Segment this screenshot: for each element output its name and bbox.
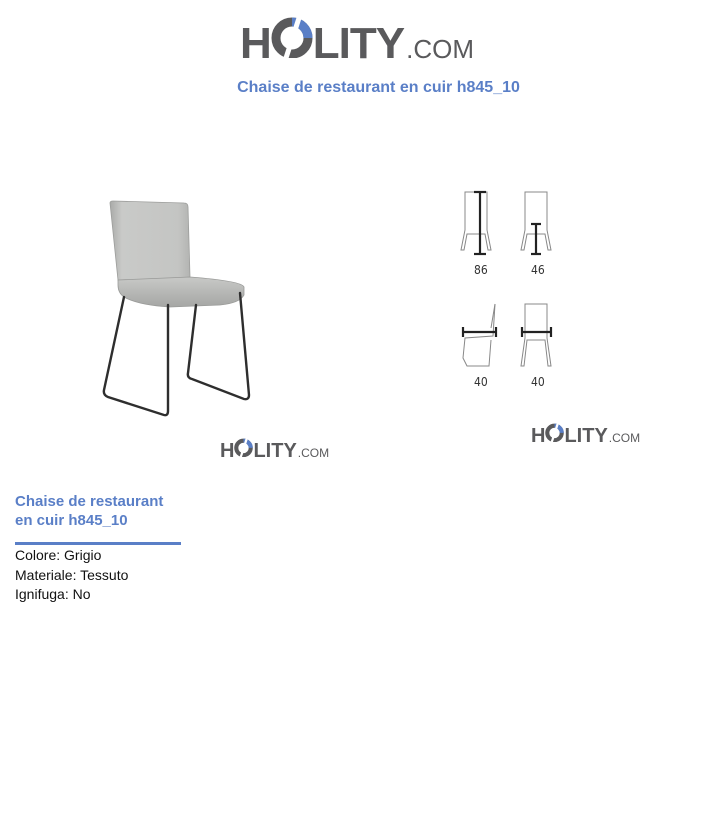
brand-logo[interactable] [240,14,474,66]
dim-depth-label: 40 [474,375,488,389]
dim-height-label: 86 [474,263,488,277]
spec-value: No [72,586,91,602]
spec-label: Ignifuga [15,586,65,602]
spec-label: Colore [15,547,57,563]
product-specs [15,546,128,605]
spec-row-colore: Colore: Grigio [15,547,102,563]
title-divider [15,542,181,545]
logo-o-icon [545,422,564,442]
product-title: Chaise de restaurant en cuir h845_10 [15,493,164,529]
spec-label: Materiale [15,566,73,583]
spec-value: Grigio [64,547,102,563]
logo-letter-h: H [531,425,546,447]
logo-o-icon [234,437,253,457]
spec-row-materiale: Materiale: Tessuto [15,566,129,583]
spec-row-ignifuga: Ignifuga: No [15,586,91,602]
spec-value: Tessuto [80,566,129,583]
logo-letter-h: H [220,440,235,462]
logo-letter-h: H [240,19,271,68]
photo-watermark-logo [220,437,329,461]
dim-width-label: 40 [531,375,545,389]
chair-photo-image [80,185,290,425]
logo-domain: .COM [406,34,474,64]
logo-o-icon [271,14,313,58]
logo-letters-lity: LITY [253,440,297,462]
logo-domain: .COM [297,446,330,460]
logo-letters-lity: LITY [312,19,405,68]
dimension-drawing-image [455,168,590,398]
logo-letters-lity: LITY [564,425,608,447]
page-title: Chaise de restaurant en cuir h845_10 [237,79,520,96]
drawing-watermark-logo [531,422,640,446]
logo-domain: .COM [608,431,641,445]
dim-seat-height-label: 46 [531,263,545,277]
